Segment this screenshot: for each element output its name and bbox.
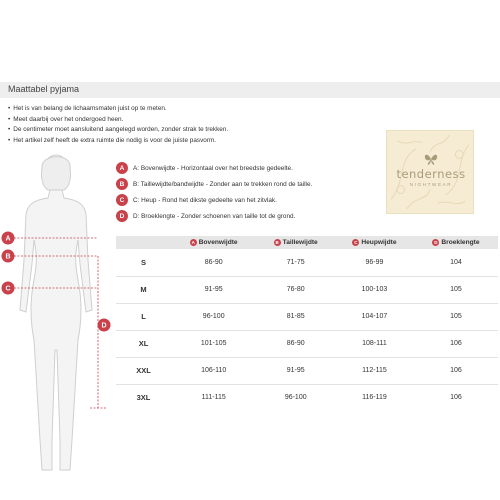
instruction-text: Meet daarbij over het ondergoed heen. (13, 115, 124, 123)
table-row (116, 357, 498, 384)
body-figure (0, 150, 112, 490)
header-badge: C (354, 240, 358, 245)
legend-badge: D (116, 210, 128, 222)
table-row (116, 249, 498, 276)
size-cell: XXL (116, 357, 171, 384)
figure-body (20, 190, 92, 470)
legend-badge: C (116, 194, 128, 206)
heupwijdte-cell: 104-107 (335, 303, 414, 330)
instruction-item: • Het artikel zelf heeft de extra ruimte die nodig is voor de juiste pasvorm. (8, 136, 217, 144)
legend-text: B: Taillewijdte/bandwijdte - Zonder aan te trekken rond de taille. (133, 180, 313, 188)
bovenwijdte-cell: 96-100 (171, 303, 256, 330)
broeklengte-cell: 105 (414, 276, 498, 303)
header-label: Taillewijdte (282, 239, 318, 246)
table-header-c (335, 236, 414, 249)
legend-item (116, 210, 295, 222)
size-cell: XL (116, 330, 171, 357)
header-label: Bovenwijdte (198, 239, 238, 246)
taillewijdte-cell: 76-80 (256, 276, 335, 303)
figure-marker-b: B (5, 253, 11, 261)
legend-text: D: Broeklengte - Zonder schoenen van taille tot de grond. (133, 212, 296, 220)
header-label: Heupwijdte (361, 239, 397, 246)
legend-badge: A (116, 162, 128, 174)
bovenwijdte-cell: 111-115 (201, 394, 226, 402)
size-cell: L (116, 303, 171, 330)
broeklengte-cell: 105 (414, 303, 498, 330)
instruction-list (8, 104, 338, 146)
legend-item (116, 178, 312, 190)
logo-brand-name: tenderness (396, 167, 466, 181)
figure-marker-c: C (5, 285, 11, 293)
table-header-a (171, 236, 256, 249)
table-row (116, 330, 498, 357)
instruction-text: De centimeter moet aansluitend aangelegd worden, zonder strak te trekken. (13, 126, 229, 133)
logo-tagline: NIGHTWEAR (409, 182, 453, 187)
taillewijdte-cell: 96-100 (284, 394, 307, 402)
table-row (116, 276, 498, 303)
taillewijdte-cell: 81-85 (256, 303, 335, 330)
instruction-item: • Meet daarbij over het ondergoed heen. (8, 115, 124, 123)
instruction-item: • De centimeter moet aansluitend aangelegd worden, zonder strak te trekken. (8, 126, 229, 133)
table-header-b (256, 236, 335, 249)
header-label: Broeklengte (441, 239, 480, 246)
broeklengte-cell: 106 (414, 357, 498, 384)
legend-text: C: Heup - Rond het dikste gedeelte van het zitvlak. (133, 196, 277, 204)
legend-item (116, 162, 293, 174)
header-badge: B (275, 240, 279, 245)
table-row (116, 384, 498, 411)
instruction-text: Het artikel zelf heeft de extra ruimte die nodig is voor de juiste pasvorm. (13, 136, 217, 144)
butterfly-icon (424, 153, 438, 165)
size-cell: M (116, 276, 171, 303)
instruction-text: Het is van belang de lichaamsmaten juist op te meten. (13, 105, 167, 112)
broeklengte-cell: 106 (414, 330, 498, 357)
size-cell: S (116, 249, 171, 276)
broeklengte-cell: 104 (414, 249, 498, 276)
legend-item (116, 194, 277, 206)
broeklengte-cell: 106 (450, 394, 462, 402)
bovenwijdte-cell: 101-105 (171, 330, 256, 357)
figure-marker-a: A (5, 235, 11, 243)
table-header-d (414, 236, 498, 249)
heupwijdte-cell: 100-103 (335, 276, 414, 303)
table-row (116, 303, 498, 330)
bovenwijdte-cell: 106-110 (171, 357, 256, 384)
bovenwijdte-cell: 91-95 (171, 276, 256, 303)
legend-text: A: Bovenwijdte - Horizontaal over het breedste gedeelte. (133, 164, 293, 172)
brand-logo (386, 130, 474, 214)
taillewijdte-cell: 86-90 (256, 330, 335, 357)
table-header-row (116, 236, 498, 249)
heupwijdte-cell: 96-99 (335, 249, 414, 276)
header-badge: A (191, 240, 195, 245)
heupwijdte-cell: 112-115 (335, 357, 414, 384)
page-title: Maattabel pyjama (8, 84, 80, 94)
taillewijdte-cell: 91-95 (256, 357, 335, 384)
figure-marker-d: D (101, 322, 107, 330)
size-cell: 3XL (136, 393, 151, 403)
heupwijdte-cell: 116-119 (362, 394, 387, 402)
bovenwijdte-cell: 86-90 (171, 249, 256, 276)
taillewijdte-cell: 71-75 (256, 249, 335, 276)
header-badge: D (434, 240, 438, 245)
legend-badge: B (116, 178, 128, 190)
table-header-size (116, 236, 171, 249)
heupwijdte-cell: 108-111 (335, 330, 414, 357)
instruction-item: • Het is van belang de lichaamsmaten juist op te meten. (8, 105, 167, 112)
size-table (116, 236, 498, 411)
